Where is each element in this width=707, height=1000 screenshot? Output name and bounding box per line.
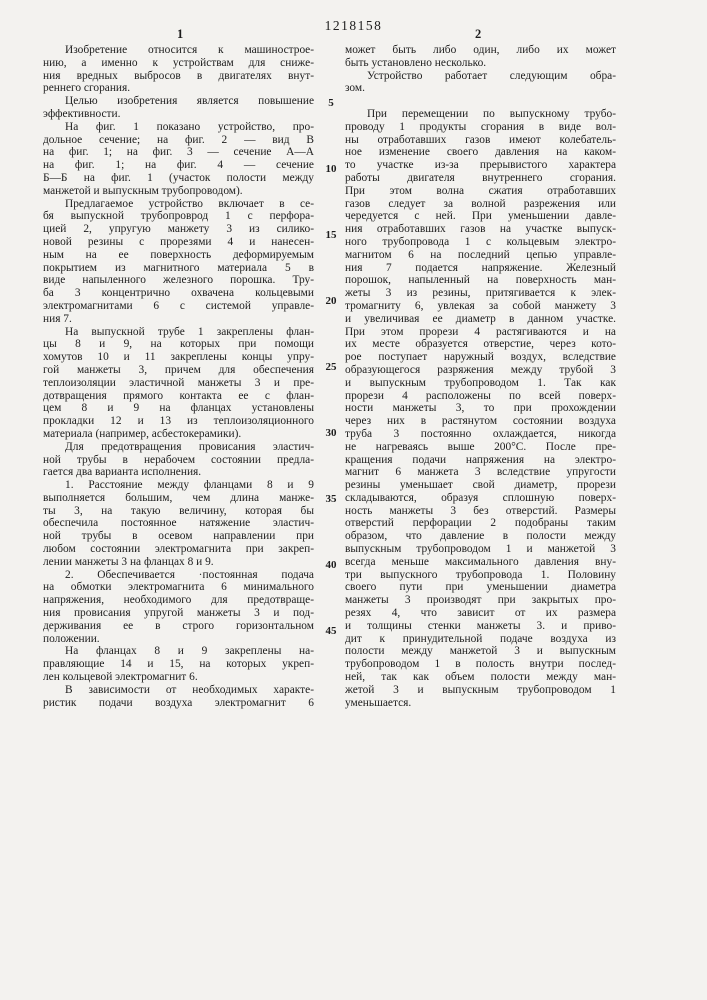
text-line: ния 7. — [43, 312, 72, 325]
text-line: Целью изобретения является повышение — [65, 95, 314, 108]
text-line: зом. — [345, 82, 365, 95]
text-line: прокладки 12 и 13 из теплоизоляционного — [43, 415, 314, 428]
text-line: ба 3 концентрично охвачена кольцевыми — [43, 287, 314, 300]
text-line: через них в растянутом состоянии воздуха — [345, 415, 616, 428]
text-line: резины уменьшает свой диаметр, прорези — [345, 479, 616, 492]
text-line: эффективности. — [43, 107, 121, 120]
text-line: чередуется с ней. При уменьшении давле- — [345, 210, 616, 223]
text-line: ной трубы в осевом направлении при — [43, 530, 314, 543]
text-line: их месте образуется отверстие, через кото- — [345, 338, 616, 351]
text-line: труба 3 постоянно охлаждается, никогда — [345, 427, 616, 440]
text-line: На выпускной трубе 1 закреплены флан- — [65, 325, 314, 338]
margin-line-number: 40 — [325, 559, 337, 571]
patent-number: 1218158 — [324, 18, 383, 33]
text-line: на обмотки электромагнита 6 минимального — [43, 581, 314, 594]
margin-line-number: 45 — [325, 625, 337, 637]
margin-line-number: 10 — [325, 163, 337, 175]
text-line: жетой 3 и выпускным трубопроводом 1 — [345, 683, 616, 696]
text-line: ния 7 подается напряжение. Железный — [345, 261, 616, 274]
text-line: работы двигателя внутреннего сгорания. — [345, 171, 616, 184]
text-line: напряжения, необходимого для предотвраще- — [43, 594, 314, 607]
margin-line-number: 15 — [325, 229, 337, 241]
text-line: Предлагаемое устройство включает в се- — [65, 197, 314, 210]
text-line: хомутов 10 и 11 закреплены концы упру- — [43, 351, 314, 364]
text-line: теплоизоляции эластичной манжеты 3 и пре- — [43, 376, 314, 389]
margin-line-number: 35 — [325, 493, 337, 505]
text-line: и выпускным трубопроводом 1. Так как — [345, 376, 616, 389]
text-line: покрытием из магнитного материала 5 в — [43, 261, 314, 274]
text-line: дотвращения прямого контакта ее с флан- — [43, 389, 314, 402]
text-line: цией 2, упругую манжету 3 из силико- — [43, 223, 314, 236]
text-line: кращения подачи напряжения на электро- — [345, 453, 616, 466]
text-line: ного трубопровода 1 с кольцевым электро- — [345, 235, 616, 248]
text-line: не нагреваясь выше 200°С. После пре- — [345, 440, 616, 453]
text-line: любом состоянии электромагнита при закреп- — [43, 543, 314, 556]
text-line: нию, а именно к устройствам для сниже- — [43, 56, 314, 69]
text-line: На фиг. 1 показано устройство, про- — [65, 120, 314, 133]
text-line: манжеты 3 производят при закрытых про- — [345, 594, 616, 607]
text-line: трубопроводом 1 в полость внутри послед- — [345, 658, 616, 671]
text-line: уменьшается. — [345, 696, 412, 709]
margin-line-number: 20 — [325, 295, 337, 307]
text-line: обеспечила постоянное натяжение эластич- — [43, 517, 314, 530]
margin-line-number: 25 — [325, 361, 337, 373]
text-line: отверстий перфорации 2 подобраны таким — [345, 517, 616, 530]
text-line: ния провисания упругой манжеты 3 и под- — [43, 607, 314, 620]
text-line: лении манжеты 3 на фланцах 8 и 9. — [43, 555, 214, 568]
text-line: ности манжеты 3, то при прохождении — [345, 402, 616, 415]
text-line: электромагнитами 6 с системой управле- — [43, 299, 314, 312]
text-line: держивания ее в строго горизонтальном — [43, 619, 314, 632]
left-text-column — [43, 44, 314, 709]
text-line: и толщины стенки манжеты 3. и приво- — [345, 619, 616, 632]
text-line: может быть либо один, либо их может — [345, 44, 616, 56]
text-line: ния вредных выбросов в двигателях внут- — [43, 69, 314, 82]
text-line: и увеличивая ее диаметр в данном участке. — [345, 312, 616, 325]
text-line: положении. — [43, 632, 100, 645]
text-line: на фиг. 1; на фиг. 3 — сечение А—А — [43, 146, 314, 159]
text-line: Для предотвращения провисания эластич- — [65, 440, 314, 453]
text-line: ной трубы в нерабочем состоянии предла- — [43, 453, 314, 466]
text-line: резях 4, что зависит от их размера — [345, 607, 616, 620]
margin-line-number: 5 — [328, 97, 334, 109]
text-line: Б—Б на фиг. 1 (участок полости между — [43, 171, 314, 184]
text-line: проводу 1 продукты сгорания в виде вол- — [345, 120, 616, 133]
text-line: правляющие 14 и 15, на которых укреп- — [43, 658, 314, 671]
text-line: новой резины с прорезями 4 и нанесен- — [43, 235, 314, 248]
text-line: дольное сечение; на фиг. 2 — вид В — [43, 133, 314, 146]
text-line: При этом прорези 4 растягиваются и на — [345, 325, 616, 338]
text-line: складываются, образуя сплошную поверх- — [345, 491, 616, 504]
text-line: порошок, напыленный на поверхность ман- — [345, 274, 616, 287]
text-line: жеты 3 из резины, притягивается к элек- — [345, 287, 616, 300]
text-line: ность манжеты 3 без отверстий. Размеры — [345, 504, 616, 517]
text-line: на фиг. 1; на фиг. 4 — сечение — [43, 159, 314, 172]
text-line: быть установлено несколько. — [345, 56, 487, 69]
text-line: магнит 6 манжета 3 вследствие упругости — [345, 466, 616, 479]
text-line: своего пути при уменьшении диаметра — [345, 581, 616, 594]
text-line: всегда меньше максимального давления вну- — [345, 555, 616, 568]
text-line: образующегося разряжения между трубой 3 — [345, 363, 616, 376]
text-line: Изобретение относится к машиностроe- — [65, 44, 314, 56]
text-line: гается два варианта исполнения. — [43, 466, 202, 479]
text-line: ния отработавших газов на участке выпуск- — [345, 223, 616, 236]
paragraph-gap — [345, 95, 616, 108]
text-line: три выпускного трубопровода 1. Половину — [345, 568, 616, 581]
text-line: гой манжеты 3, причем для обеспечения — [43, 363, 314, 376]
text-line: Устройство работает следующим обра- — [367, 69, 616, 82]
text-line: выполняется большим, чем длина манже- — [43, 491, 314, 504]
text-line: На фланцах 8 и 9 закреплены на- — [65, 645, 314, 658]
text-line: цы 8 и 9, на которых при помощи — [43, 338, 314, 351]
text-line: ным на ее поверхность деформируемым — [43, 248, 314, 261]
text-line: то участке из-за прерывистого характера — [345, 159, 616, 172]
text-line: ристик подачи воздуха электромагнит 6 — [43, 696, 314, 709]
text-line: бя выпускной трубопроврод 1 с перфора- — [43, 210, 314, 223]
text-line: тромагниту 6, увлекая за собой манжету 3 — [345, 299, 616, 312]
text-line: ны отработавших газов имеют колебатель- — [345, 133, 616, 146]
text-line: манжетой и выпускным трубопроводом). — [43, 184, 243, 197]
text-line: материала (например, асбестокерамики). — [43, 427, 242, 440]
text-line: магнитом 6 на последний цепью управле- — [345, 248, 616, 261]
text-line: лен кольцевой электромагнит 6. — [43, 671, 198, 684]
margin-line-number: 30 — [325, 427, 337, 439]
text-line: виде напыленного железного порошка. Тру- — [43, 274, 314, 287]
text-line: реннего сгорания. — [43, 82, 131, 95]
text-line: цем 8 и 9 на фланцах установлены — [43, 402, 314, 415]
text-line: рое поступает наружный воздух, вследствие — [345, 351, 616, 364]
text-line: В зависимости от необходимых характе- — [65, 683, 314, 696]
text-line: дит к принудительной подаче воздуха из — [345, 632, 616, 645]
text-line: 1. Расстояние между фланцами 8 и 9 — [65, 479, 314, 492]
text-line: 2. Обеспечивается ·постоянная подача — [65, 568, 314, 581]
text-line: выпускным трубопроводом 1 и манжетой 3 — [345, 543, 616, 556]
text-line: газов следует за волной разрежения или — [345, 197, 616, 210]
text-line: ней, так как объем полости между ман- — [345, 671, 616, 684]
text-line: образом, что давление в полости между — [345, 530, 616, 543]
text-line: При этом волна сжатия отработавших — [345, 184, 616, 197]
left-column-number: 1 — [177, 27, 184, 41]
right-column-number: 2 — [475, 27, 482, 41]
text-line: При перемещении по выпускному трубо- — [367, 107, 616, 120]
text-line: ты 3, на такую величину, которая бы — [43, 504, 314, 517]
text-line: ное изменение своего давления на каком- — [345, 146, 616, 159]
right-text-column — [345, 44, 616, 709]
text-line: полости между манжетой 3 и выпускным — [345, 645, 616, 658]
text-line: прорези 4 расположены по всей поверх- — [345, 389, 616, 402]
